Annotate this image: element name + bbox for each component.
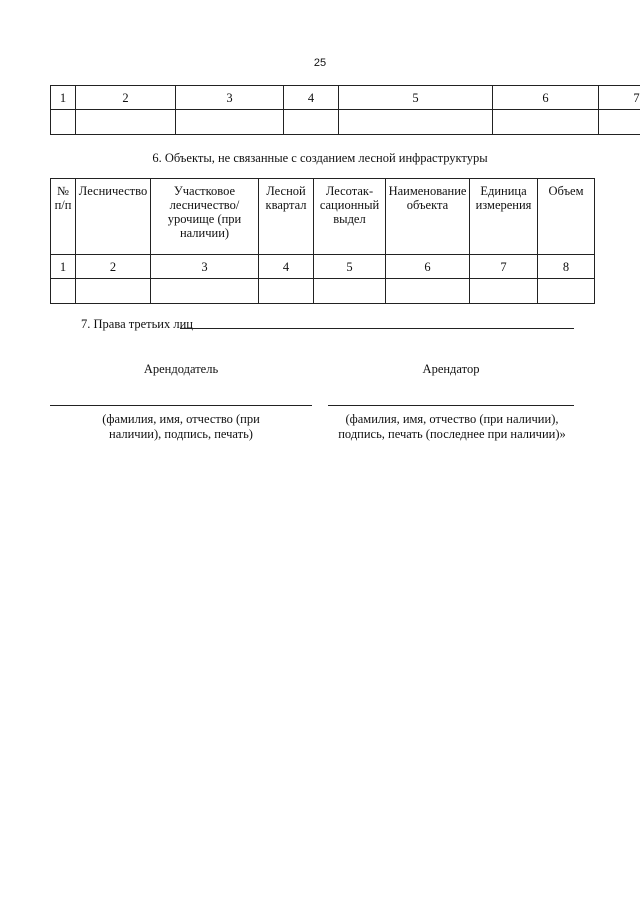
table-cell: 4 <box>259 255 314 279</box>
table-header-row <box>51 179 595 255</box>
table-cell <box>176 110 284 135</box>
column-header: Лесничество <box>76 179 151 255</box>
table-cell <box>259 279 314 304</box>
table-cell: 6 <box>386 255 470 279</box>
table-cell <box>386 279 470 304</box>
table-cell <box>151 279 259 304</box>
column-header: Участковое лесничество/ урочище (при наличии) <box>151 179 259 255</box>
table-cell <box>76 279 151 304</box>
table-cell: 7 <box>599 86 640 110</box>
column-header: Объем <box>538 179 595 255</box>
table-cell <box>339 110 493 135</box>
table-cell: 1 <box>51 86 76 110</box>
objects-table <box>50 178 595 304</box>
continuation-table <box>50 85 640 135</box>
table-cell <box>493 110 599 135</box>
table-cell: 3 <box>151 255 259 279</box>
landlord-title: Арендодатель <box>143 362 219 376</box>
table-cell: 5 <box>314 255 386 279</box>
tenant-signature-line <box>328 405 574 406</box>
table-header-row <box>51 86 640 110</box>
page-number: 25 <box>313 57 327 69</box>
column-header: Наименование объекта <box>386 179 470 255</box>
table-cell: 6 <box>493 86 599 110</box>
table-cell: 5 <box>339 86 493 110</box>
column-header: Лесотак- сационный выдел <box>314 179 386 255</box>
landlord-signature-line <box>50 405 312 406</box>
table-cell <box>470 279 538 304</box>
column-number-row <box>51 255 595 279</box>
section7-label: 7. Права третьих лиц <box>81 317 193 331</box>
column-header: № п/п <box>51 179 76 255</box>
table-cell <box>76 110 176 135</box>
table-cell: 1 <box>51 255 76 279</box>
tenant-title: Арендатор <box>422 362 480 376</box>
table-cell: 7 <box>470 255 538 279</box>
section6-title: 6. Объекты, не связанные с созданием лесной инфраструктуры <box>152 151 488 165</box>
table-cell: 2 <box>76 255 151 279</box>
table-row <box>51 279 595 304</box>
table-cell: 8 <box>538 255 595 279</box>
column-header: Единица измерения <box>470 179 538 255</box>
table-cell: 3 <box>176 86 284 110</box>
table-cell: 2 <box>76 86 176 110</box>
column-header: Лесной квартал <box>259 179 314 255</box>
table-cell <box>51 279 76 304</box>
table-cell <box>284 110 339 135</box>
table-cell <box>314 279 386 304</box>
table-cell <box>51 110 76 135</box>
table-row <box>51 110 640 135</box>
table-cell <box>538 279 595 304</box>
landlord-caption: (фамилия, имя, отчество (при наличии), подпись, печать) <box>102 412 260 441</box>
table-cell <box>599 110 640 135</box>
table-cell: 4 <box>284 86 339 110</box>
section7-fill-line <box>180 328 574 329</box>
tenant-caption: (фамилия, имя, отчество (при наличии), подпись, печать (последнее при наличии)» <box>338 412 566 441</box>
